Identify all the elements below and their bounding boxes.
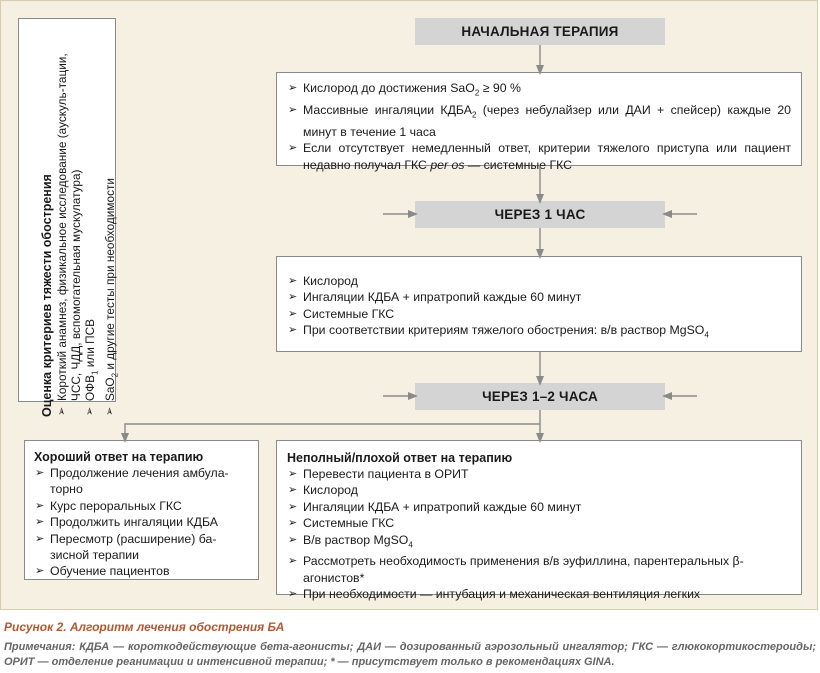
header-after-1-2-hours <box>415 383 665 410</box>
list-item: ➢ Продолжить ингаляции КДБА <box>34 514 249 530</box>
list-item: ➢ Массивные ингаляции $КДБА_2$ (через небулайзер или ДАИ + спейсер) каждые 20 минут в течение 1 часа <box>287 102 791 140</box>
initial-therapy-list <box>287 80 791 173</box>
after-1-hour-box <box>276 256 802 352</box>
good-response-box <box>24 440 259 580</box>
good-response-title: Хороший ответ на терапию <box>34 450 204 464</box>
list-item: ➢ Кислород <box>287 273 791 289</box>
list-item: ➢ Перевести пациента в ОРИТ <box>287 466 791 482</box>
figure-notes: Примечания: КДБА — короткодействующие бета-агонисты; ДАИ — дозированный аэрозольный ингалятор; ГКС — глюкокортикостероиды; ОРИТ — отделение реанимации и интенсивной терапии; * — присутствует только в рекомендациях GINA. <box>4 641 816 668</box>
header-after-1-2-hours-label: ЧЕРЕЗ 1–2 ЧАСА <box>482 389 598 404</box>
header-after-1-hour-label: ЧЕРЕЗ 1 ЧАС <box>494 207 586 222</box>
list-item: ➢ Обучение пациентов <box>34 563 249 579</box>
list-item: ➢ Ингаляции КДБА + ипратропий каждые 60 минут <box>287 289 791 305</box>
list-item: ➢ SaO$_2$ и другие тесты при необходимости <box>103 45 123 417</box>
list-item: ➢ Ингаляции КДБА + ипратропий каждые 60 минут <box>287 499 791 515</box>
list-item: ➢ Системные ГКС <box>287 306 791 322</box>
poor-response-box <box>276 440 802 602</box>
list-item: ➢ Если отсутствует немедленный ответ, критерии тяжелого приступа или пациент недавно получал ГКС per os — системные ГКС <box>287 140 791 173</box>
figure-caption: Рисунок 2. Алгоритм лечения обострения БА <box>4 620 285 634</box>
initial-therapy-box <box>276 72 802 172</box>
list-item: ➢ Кислород <box>287 482 791 498</box>
header-after-1-hour <box>415 201 665 228</box>
good-response-list <box>34 465 249 580</box>
list-item: ➢ В/в раствор MgSO$_4$ <box>287 532 791 554</box>
list-item: ➢ Продолжение лечения амбула-торно <box>34 465 249 498</box>
list-item: ➢ Системные ГКС <box>287 515 791 531</box>
assessment-box <box>18 18 120 417</box>
after-1-hour-list <box>287 273 791 344</box>
assessment-list <box>55 45 123 417</box>
assessment-title: Оценка критериев тяжести обострения <box>40 174 54 417</box>
list-item: ➢ $ОФВ_1$ или ПСВ <box>83 45 103 417</box>
list-item: ➢ При необходимости — интубация и механическая вентиляция легких <box>287 586 791 602</box>
list-item: ➢ При соответствии критериям тяжелого обострения: в/в раствор MgSO$_4$ <box>287 322 791 344</box>
poor-response-title: Неполный/плохой ответ на терапию <box>287 451 513 465</box>
list-item: ➢ Пересмотр (расширение) ба-зисной терапии <box>34 531 249 564</box>
list-item: ➢ Кислород до достижения SaO$_2$ ≥ 90 % <box>287 80 791 102</box>
list-item: ➢ Короткий анамнез, физикальное исследование (аускуль-тации, ЧСС, ЧДД, вспомогательная мускулатура) <box>55 45 83 417</box>
poor-response-list <box>287 466 791 603</box>
list-item: ➢ Рассмотреть необходимость применения в/в эуфиллина, парентеральных β-агонистов* <box>287 553 791 586</box>
header-initial-therapy-label: НАЧАЛЬНАЯ ТЕРАПИЯ <box>461 24 619 39</box>
assessment-rotated-content <box>37 41 135 421</box>
list-item: ➢ Курс пероральных ГКС <box>34 498 249 514</box>
header-initial-therapy <box>415 18 665 45</box>
